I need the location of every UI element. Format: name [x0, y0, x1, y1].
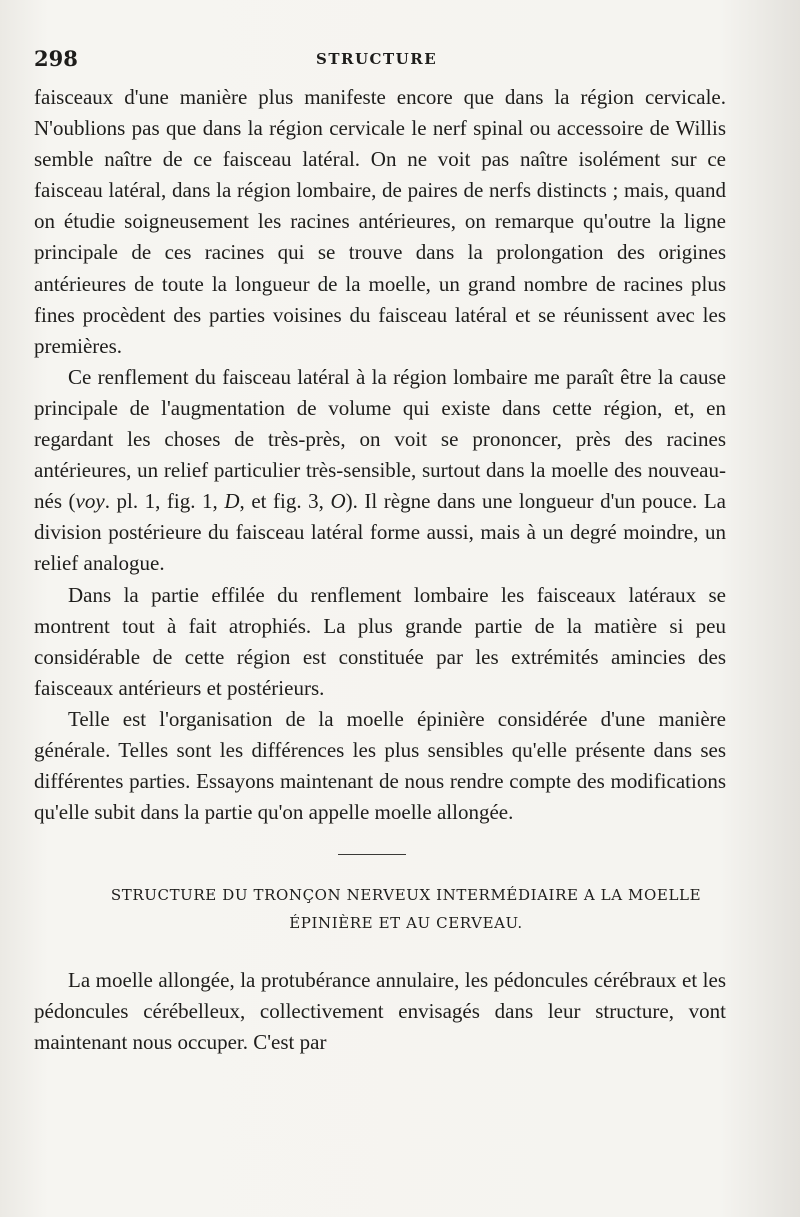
- paragraph-4: Telle est l'organisation de la moelle épinière considérée d'une manière générale. Telles sont les différences les plus sensibles qu'elle présente dans ses différentes parties. Essayons maintenant de nous rendre compte des modifications qu'elle subit dans la partie qu'on appelle moelle allongée.: [34, 706, 726, 825]
- paragraph-2-figure-o: O: [330, 489, 346, 514]
- running-head-title: STRUCTURE: [316, 50, 438, 68]
- section-heading-line-2: ÉPINIÈRE ET AU CERVEAU.: [289, 914, 523, 933]
- paragraph-2-voy: voy: [75, 489, 105, 514]
- paragraph-2-text-b: . pl. 1, fig. 1,: [104, 489, 225, 514]
- section-heading-line-1: STRUCTURE DU TRONÇON NERVEUX INTERMÉDIAIRE A LA MOELLE: [110, 886, 702, 905]
- paragraph-2: [34, 362, 726, 580]
- main-text: [34, 82, 726, 828]
- section-text: [34, 965, 726, 1058]
- paragraph-3: Dans la partie effilée du renflement lombaire les faisceaux latéraux se montrent tout à fait atrophiés. La plus grande partie de la matière si peu considérable de cette région est constituée par les extrémités amincies des faisceaux antérieurs et postérieurs.: [34, 582, 726, 700]
- paragraph-2-text-c: , et fig. 3,: [239, 489, 331, 514]
- section-heading: [56, 881, 756, 937]
- page-number: 298: [34, 46, 78, 71]
- paragraph-1: faisceaux d'une manière plus manifeste encore que dans la région cervicale. N'oublions pas que dans la région cervicale le nerf spinal ou accessoire de Willis semble naître de ce faisceau latéral. On ne voit pas naître isolément sur ce faisceau latéral, dans la région lombaire, de paires de nerfs distincts ; mais, quand on étudie soigneusement les racines antérieures, on remarque qu'outre la ligne principale de ces racines qui se trouve dans la prolongation des origines antérieures de toute la longueur de la moelle, un grand nombre de racines plus fines procèdent des parties voisines du faisceau latéral et se réunissent avec les premières.: [34, 85, 726, 358]
- paragraph-2-text-a: Ce renflement du faisceau latéral à la région lombaire me paraît être la cause principale de l'augmentation de volume qui existe dans cette région, et, en regardant les choses de très-près, on voit se prononcer, près des racines antérieures, un relief particulier très-sensible, surtout dans la moelle des nouveau-nés (: [34, 364, 726, 514]
- running-head: [34, 42, 726, 82]
- section-paragraph-1: La moelle allongée, la protubérance annulaire, les pédoncules cérébraux et les pédoncules cérébelleux, collectivement envisagés dans leur structure, vont maintenant nous occuper. C'est par: [34, 968, 726, 1055]
- paragraph-2-figure-d: D: [224, 489, 240, 514]
- section-divider: [338, 854, 406, 855]
- paragraph-2-text-d: ). Il règne dans une longueur d'un pouce. La division postérieure du faisceau latéral forme aussi, mais à un degré moindre, un relief analogue.: [34, 489, 726, 576]
